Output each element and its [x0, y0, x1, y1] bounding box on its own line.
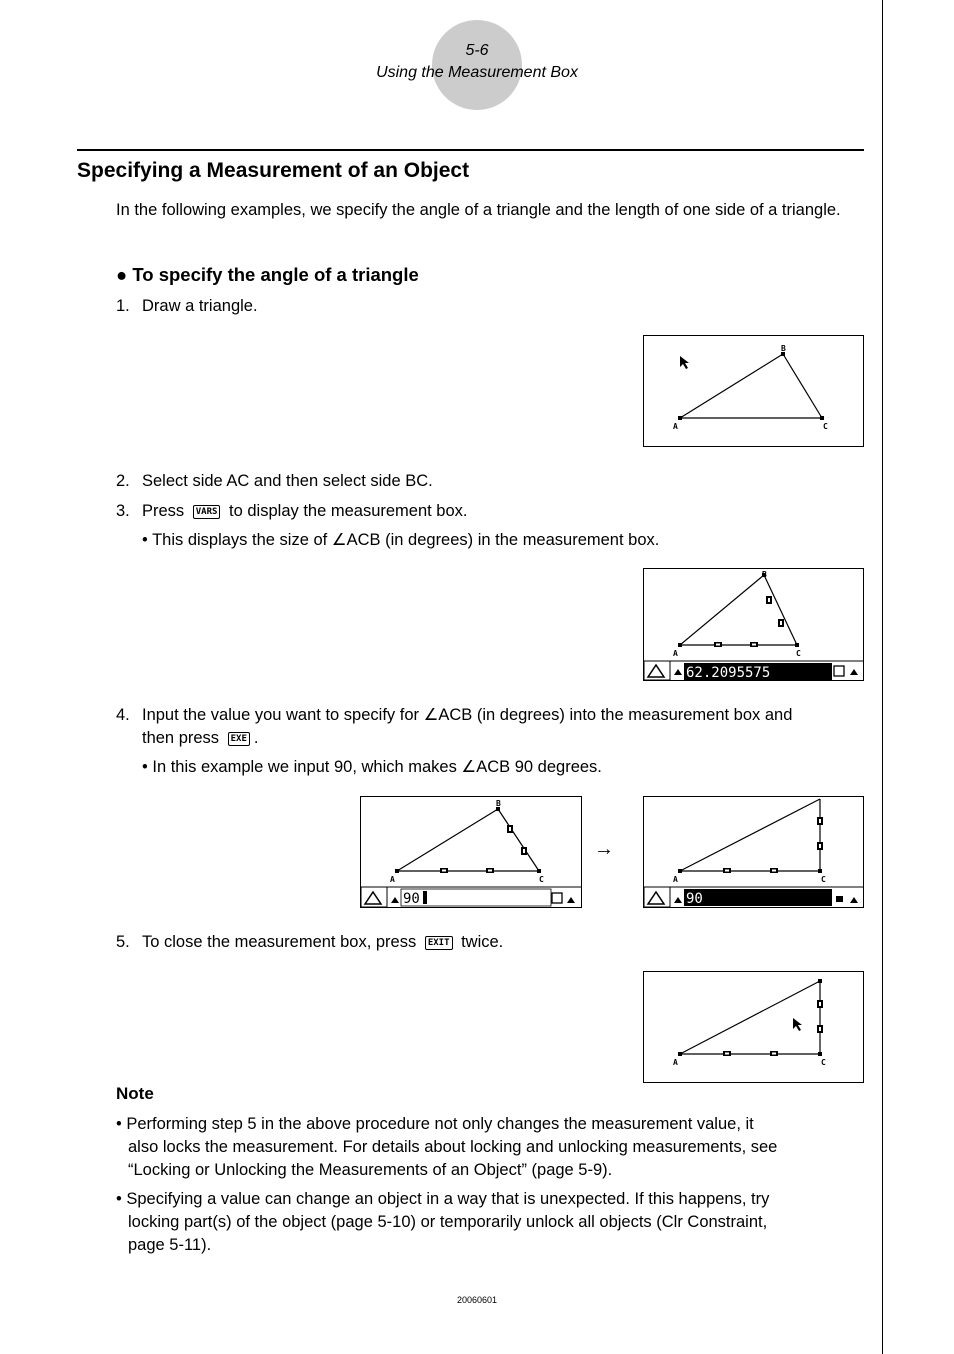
transition-arrow: → — [594, 838, 614, 860]
step-3: 3. Press VARS to display the measurement box. — [116, 502, 468, 520]
calculator-screen-4 — [643, 796, 864, 908]
running-header: Using the Measurement Box — [376, 64, 578, 81]
svg-text:A: A — [673, 649, 678, 658]
subheading-text: To specify the angle of a triangle — [132, 264, 419, 285]
up-arrow-icon — [674, 669, 682, 675]
section-title: Specifying a Measurement of an Object — [77, 159, 470, 182]
footer-code: 20060601 — [456, 1295, 498, 1305]
svg-text:C: C — [821, 1058, 826, 1067]
calculator-screen-5 — [643, 971, 864, 1083]
step-4: 4. Input the value you want to specify for ∠ACB (in degrees) into the measurement box and — [116, 706, 793, 724]
measurement-box-value-3: 90 — [686, 891, 703, 907]
point-label-c: C — [823, 422, 828, 431]
step-3-bullet: • This displays the size of ∠ACB (in degrees) in the measurement box. — [142, 531, 660, 549]
step-4-bullet: • In this example we input 90, which makes ∠ACB 90 degrees. — [142, 758, 602, 776]
calculator-screen-2 — [643, 568, 864, 681]
svg-text:C: C — [539, 875, 544, 884]
exit-key-icon: EXIT — [425, 936, 453, 950]
exe-key-icon: EXE — [228, 732, 250, 746]
calculator-screen-1 — [643, 335, 864, 447]
step-2: 2. Select side AC and then select side BC. — [116, 472, 433, 490]
step-4-line2: then press EXE . — [142, 729, 259, 747]
point-label-b: B — [781, 344, 786, 353]
note-title: Note — [116, 1084, 154, 1103]
svg-text:A: A — [673, 875, 678, 884]
svg-text:C: C — [821, 875, 826, 884]
cursor-icon — [793, 1018, 802, 1031]
svg-text:C: C — [796, 649, 801, 658]
cursor-icon — [680, 356, 689, 369]
svg-text:B: B — [496, 799, 501, 808]
subheading: ● To specify the angle of a triangle — [116, 264, 419, 285]
section-rule — [77, 149, 864, 151]
svg-text:A: A — [390, 875, 395, 884]
unlock-icon — [834, 666, 844, 676]
point-label-a: A — [673, 422, 678, 431]
measurement-box-value-1: 62.2095575 — [686, 665, 771, 680]
svg-text:A: A — [673, 1058, 678, 1067]
measurement-box-value-2: 90 — [403, 891, 420, 907]
intro-paragraph: In the following examples, we specify the angle of a triangle and the length of one side of a triangle. — [116, 201, 841, 219]
svg-text:B: B — [762, 570, 767, 579]
vars-key-icon: VARS — [193, 505, 221, 519]
note-item-1: • Performing step 5 in the above procedure not only changes the measurement value, it also locks the measurement. For details about locking and unlocking measurements, see “Locking or Unlocking the Measurements of an Object” (page 5-9). — [116, 1115, 778, 1179]
step-1: 1. Draw a triangle. — [116, 297, 258, 315]
page-number: 5-6 — [465, 42, 489, 59]
page-right-rule — [882, 0, 883, 1354]
note-item-2: • Specifying a value can change an object in a way that is unexpected. If this happens, try locking part(s) of the object (page 5-10) or temporarily unlock all objects (Clr Constraint, page 5-11). — [116, 1190, 770, 1254]
calculator-screen-3 — [360, 796, 582, 908]
step-5: 5. To close the measurement box, press EXIT twice. — [116, 933, 504, 951]
